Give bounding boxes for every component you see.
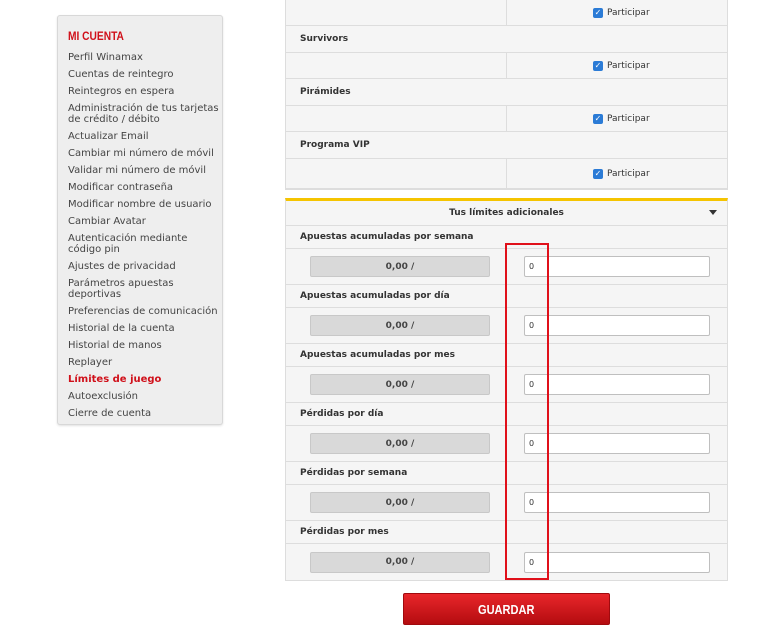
sidebar-title: MI CUENTA bbox=[68, 29, 124, 43]
current-limit-value: 0,00 / bbox=[310, 492, 490, 513]
participate-checkbox[interactable] bbox=[507, 159, 727, 188]
limit-row bbox=[286, 308, 727, 344]
limit-row bbox=[286, 367, 727, 403]
sidebar-item-cuentas-reintegro[interactable]: Cuentas de reintegro bbox=[68, 69, 174, 80]
limit-label: Apuestas acumuladas por semana bbox=[286, 226, 727, 249]
main-content bbox=[285, 0, 728, 581]
sidebar-item-pin[interactable]: Autenticación mediante código pin bbox=[68, 233, 188, 255]
sidebar-item-comunicacion[interactable]: Preferencias de comunicación bbox=[68, 306, 218, 317]
check-icon: ✓ bbox=[594, 60, 602, 70]
participate-checkbox[interactable] bbox=[507, 53, 727, 78]
sidebar-menu bbox=[68, 49, 222, 422]
sidebar-item-replayer[interactable]: Replayer bbox=[68, 357, 113, 368]
participation-panel bbox=[285, 0, 728, 190]
limit-label: Apuestas acumuladas por día bbox=[286, 285, 727, 308]
participate-label: Participar bbox=[607, 113, 650, 124]
sidebar-item-validar-movil[interactable]: Validar mi número de móvil bbox=[68, 165, 206, 176]
check-icon: ✓ bbox=[594, 113, 602, 123]
participate-checkbox[interactable] bbox=[507, 0, 727, 25]
sidebar-item-limites-juego[interactable]: Límites de juego bbox=[68, 374, 162, 385]
limit-row bbox=[286, 544, 727, 580]
program-label: Programa VIP bbox=[286, 132, 727, 159]
save-button[interactable] bbox=[403, 593, 610, 625]
limit-label: Pérdidas por día bbox=[286, 403, 727, 426]
limit-input[interactable] bbox=[524, 433, 710, 454]
participation-row bbox=[286, 159, 727, 189]
limit-row bbox=[286, 249, 727, 285]
check-icon: ✓ bbox=[594, 7, 602, 17]
limit-input[interactable] bbox=[524, 256, 710, 277]
sidebar-item-autoexclusion[interactable]: Autoexclusión bbox=[68, 391, 138, 402]
sidebar-item-tarjetas[interactable]: Administración de tus tarjetas de crédito / débito bbox=[68, 103, 219, 125]
current-limit-value: 0,00 / bbox=[310, 315, 490, 336]
participate-label: Participar bbox=[607, 168, 650, 179]
sidebar-item-cierre-cuenta[interactable]: Cierre de cuenta bbox=[68, 408, 152, 419]
sidebar-item-apuestas-deportivas[interactable]: Parámetros apuestas deportivas bbox=[68, 278, 174, 300]
additional-limits-panel bbox=[285, 198, 728, 581]
participate-label: Participar bbox=[607, 60, 650, 71]
sidebar-item-historial-cuenta[interactable]: Historial de la cuenta bbox=[68, 323, 175, 334]
limit-row bbox=[286, 485, 727, 521]
sidebar-item-reintegros-espera[interactable]: Reintegros en espera bbox=[68, 86, 175, 97]
participation-row bbox=[286, 106, 727, 132]
limit-input[interactable] bbox=[524, 315, 710, 336]
limits-header[interactable] bbox=[286, 201, 727, 226]
limit-row bbox=[286, 426, 727, 462]
participate-label: Participar bbox=[607, 7, 650, 18]
limit-input[interactable] bbox=[524, 492, 710, 513]
check-icon: ✓ bbox=[594, 168, 602, 178]
participation-row bbox=[286, 0, 727, 26]
sidebar-item-historial-manos[interactable]: Historial de manos bbox=[68, 340, 162, 351]
sidebar-item-email[interactable]: Actualizar Email bbox=[68, 131, 149, 142]
limits-title: Tus límites adicionales bbox=[449, 208, 564, 218]
sidebar-item-perfil[interactable]: Perfil Winamax bbox=[68, 52, 143, 63]
current-limit-value: 0,00 / bbox=[310, 256, 490, 277]
current-limit-value: 0,00 / bbox=[310, 374, 490, 395]
program-label: Pirámides bbox=[286, 79, 727, 106]
current-limit-value: 0,00 / bbox=[310, 433, 490, 454]
limit-label: Pérdidas por mes bbox=[286, 521, 727, 544]
limit-input[interactable] bbox=[524, 552, 710, 573]
caret-down-icon[interactable] bbox=[709, 210, 717, 215]
sidebar-item-contrasena[interactable]: Modificar contraseña bbox=[68, 182, 174, 193]
sidebar-item-privacidad[interactable]: Ajustes de privacidad bbox=[68, 261, 176, 272]
limit-input[interactable] bbox=[524, 374, 710, 395]
current-limit-value: 0,00 / bbox=[310, 552, 490, 573]
program-label: Survivors bbox=[286, 26, 727, 53]
limit-label: Pérdidas por semana bbox=[286, 462, 727, 485]
sidebar-item-nombre-usuario[interactable]: Modificar nombre de usuario bbox=[68, 199, 212, 210]
save-button-label: GUARDAR bbox=[478, 601, 535, 617]
sidebar-item-cambiar-movil[interactable]: Cambiar mi número de móvil bbox=[68, 148, 214, 159]
limit-label: Apuestas acumuladas por mes bbox=[286, 344, 727, 367]
sidebar-item-avatar[interactable]: Cambiar Avatar bbox=[68, 216, 146, 227]
participation-row bbox=[286, 53, 727, 79]
participate-checkbox[interactable] bbox=[507, 106, 727, 131]
account-sidebar bbox=[57, 15, 223, 425]
